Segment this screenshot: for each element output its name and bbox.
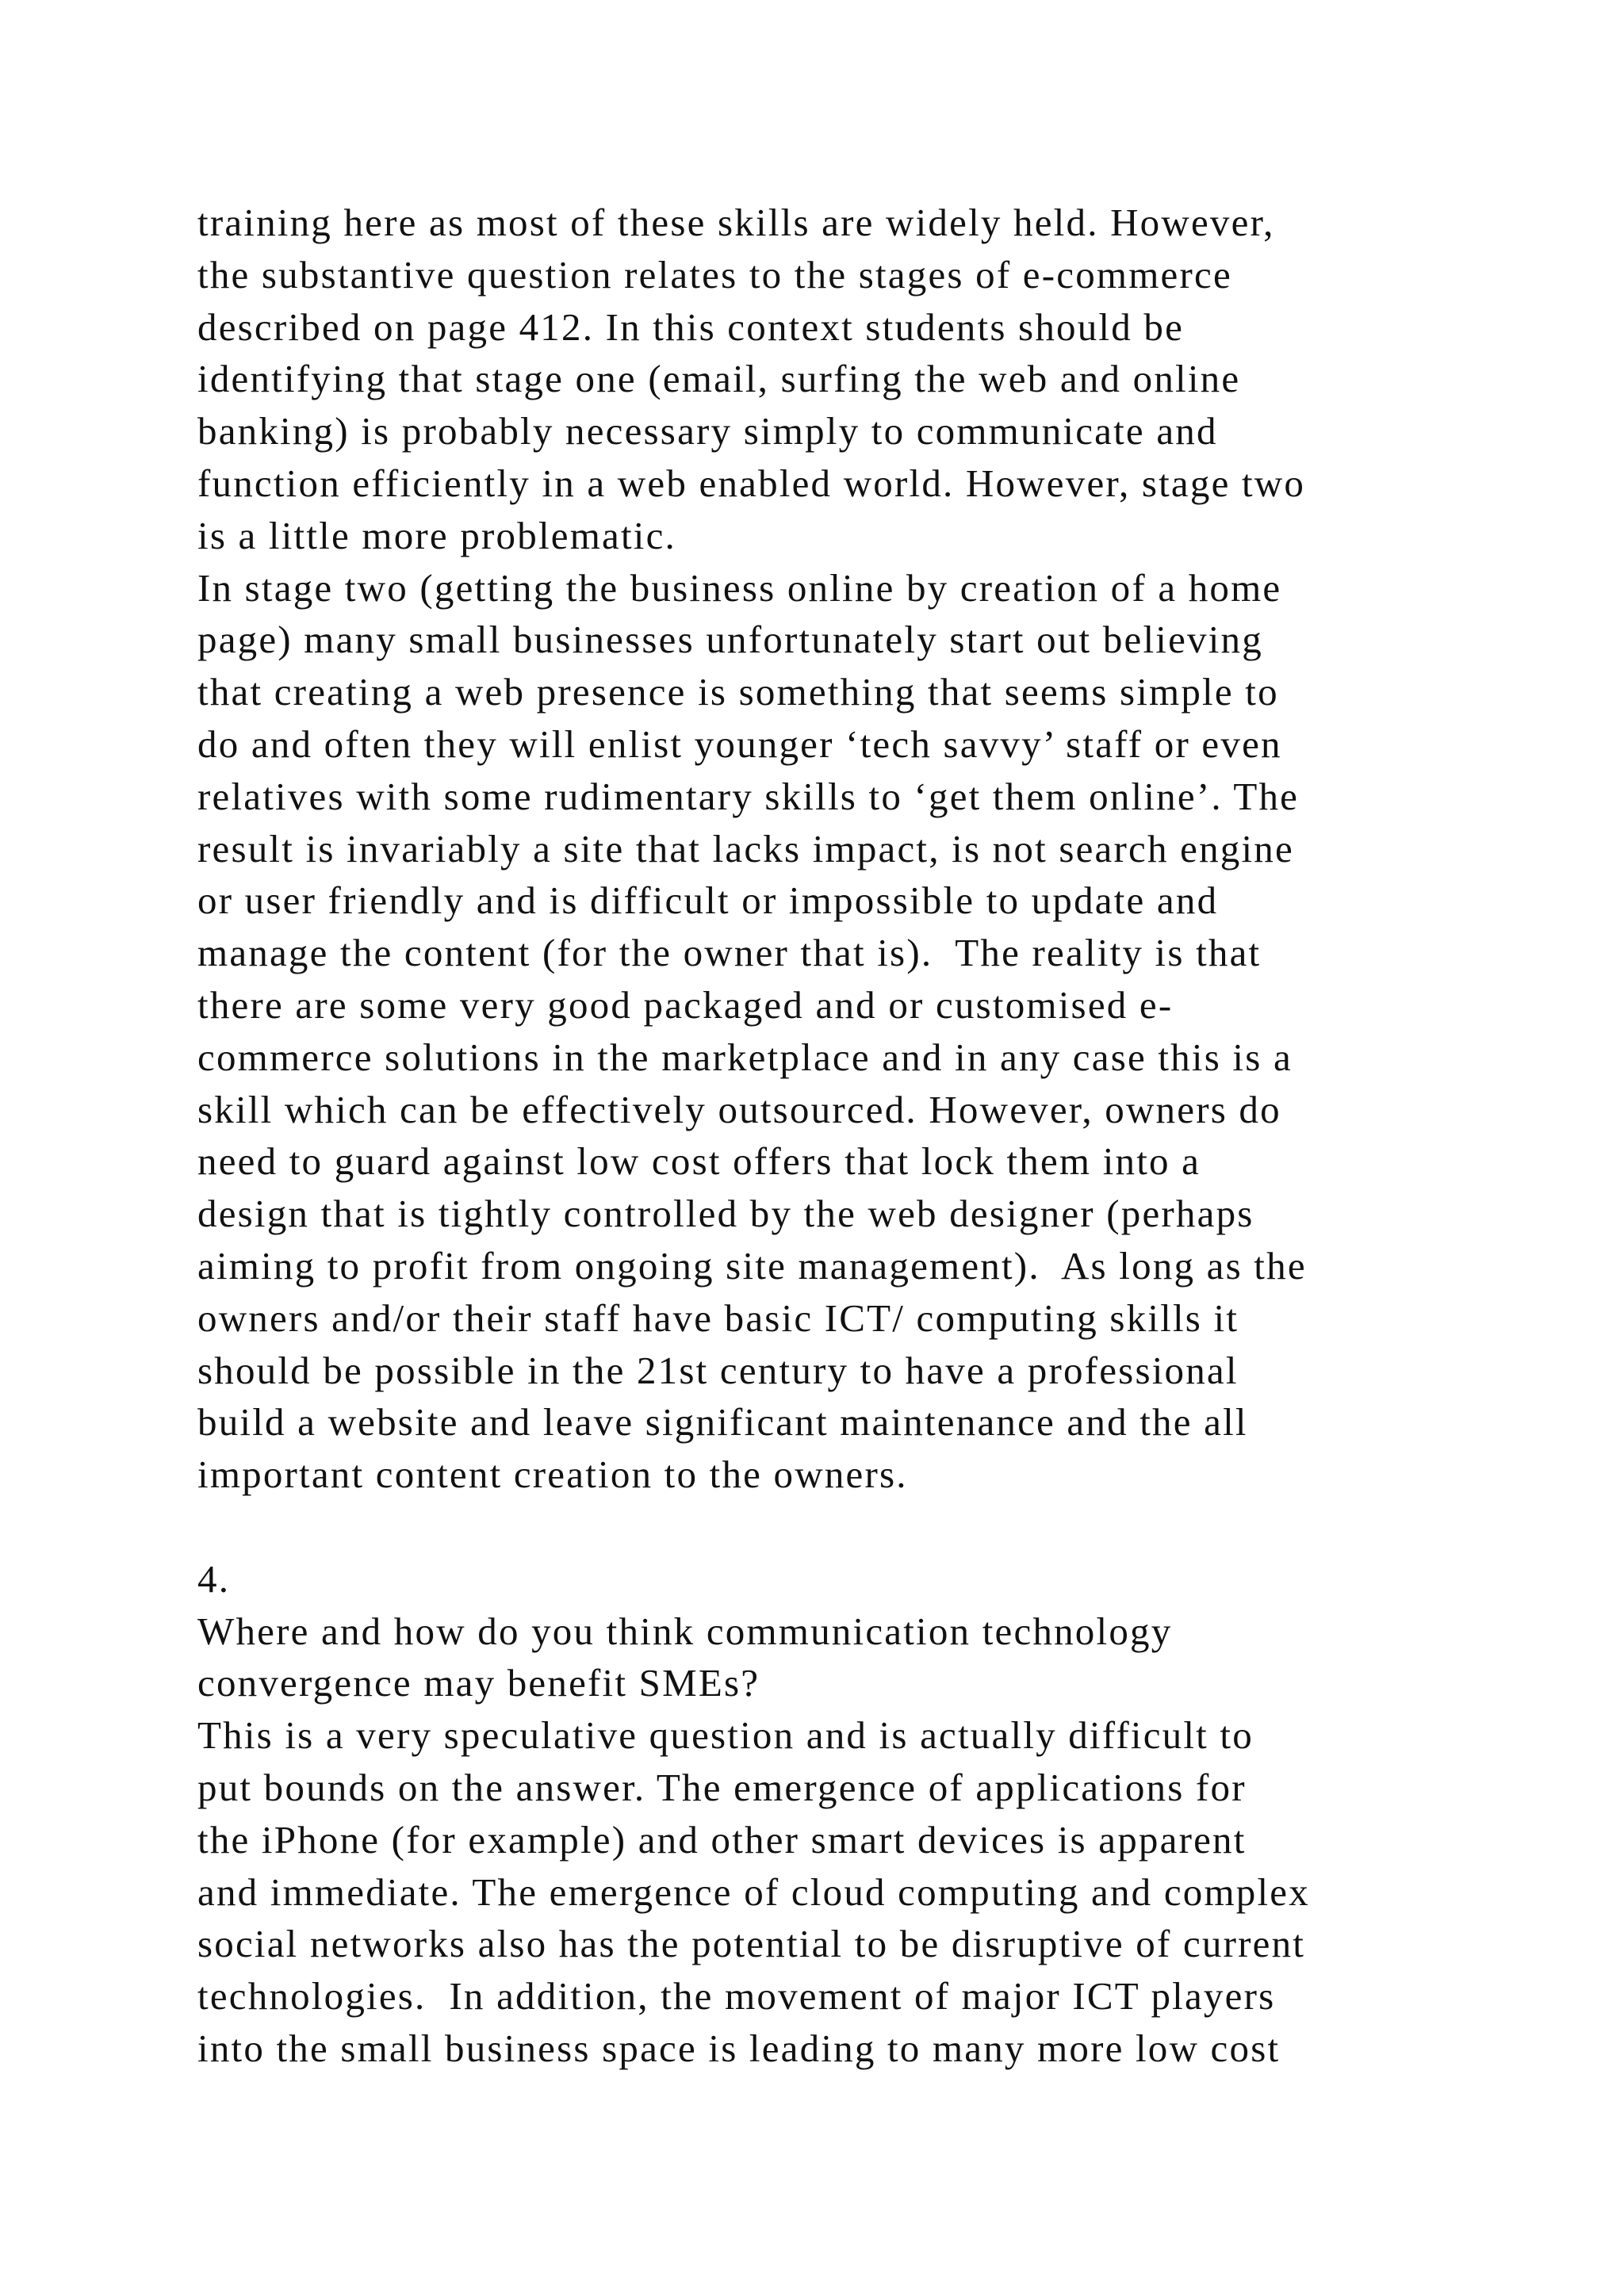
text-line: banking) is probably necessary simply to communicate and xyxy=(197,409,1218,453)
text-line: result is invariably a site that lacks impact, is not search engine xyxy=(197,826,1294,871)
text-line: relatives with some rudimentary skills to ‘get them online’. The xyxy=(197,774,1300,818)
text-line: the iPhone (for example) and other smart devices is apparent xyxy=(197,1817,1247,1862)
text-line: need to guard against low cost offers that lock them into a xyxy=(197,1139,1201,1184)
text-line: do and often they will enlist younger ‘tech savvy’ staff or even xyxy=(197,721,1282,766)
text-line: is a little more problematic. xyxy=(197,513,676,557)
text-line: the substantive question relates to the stages of e-commerce xyxy=(197,252,1232,297)
text-line: that creating a web presence is something that seems simple to xyxy=(197,670,1279,714)
text-line: skill which can be effectively outsourced. However, owners do xyxy=(197,1087,1281,1131)
body-text xyxy=(197,197,1545,2075)
text-line: training here as most of these skills are widely held. However, xyxy=(197,201,1275,244)
blank-line xyxy=(197,1501,1545,1553)
text-line: owners and/or their staff have basic ICT/ computing skills it xyxy=(197,1295,1239,1340)
text-line: page) many small businesses unfortunately start out believing xyxy=(197,618,1263,662)
text-line: or user friendly and is difficult or impossible to update and xyxy=(197,878,1219,923)
text-line: manage the content (for the owner that is). The reality is that xyxy=(197,931,1262,975)
text-line: aiming to profit from ongoing site management). As long as the xyxy=(197,1243,1307,1288)
text-line: into the small business space is leading to many more low cost xyxy=(197,2026,1281,2070)
text-line: put bounds on the answer. The emergence of applications for xyxy=(197,1765,1247,1809)
text-line: function efficiently in a web enabled world. However, stage two xyxy=(197,461,1306,505)
text-line: In stage two (getting the business online by creation of a home xyxy=(197,565,1282,610)
text-line: identifying that stage one (email, surfing the web and online xyxy=(197,357,1241,401)
question-text: Where and how do you think communication technology xyxy=(197,1609,1173,1653)
text-line: there are some very good packaged and or customised e- xyxy=(197,982,1174,1027)
text-line: commerce solutions in the marketplace and in any case this is a xyxy=(197,1035,1293,1079)
text-line: design that is tightly controlled by the web designer (perhaps xyxy=(197,1192,1254,1236)
question-text: convergence may benefit SMEs? xyxy=(197,1661,760,1705)
text-line: should be possible in the 21st century to have a professional xyxy=(197,1348,1239,1392)
text-line: important content creation to the owners. xyxy=(197,1452,908,1497)
text-line: described on page 412. In this context students should be xyxy=(197,304,1185,349)
text-line: social networks also has the potential to be disruptive of current xyxy=(197,1922,1306,1966)
text-line: and immediate. The emergence of cloud computing and complex xyxy=(197,1869,1310,1914)
question-number: 4. xyxy=(197,1556,231,1601)
text-line: This is a very speculative question and is actually difficult to xyxy=(197,1713,1254,1758)
text-line: technologies. In addition, the movement of major ICT players xyxy=(197,1974,1276,2019)
text-line: build a website and leave significant maintenance and the all xyxy=(197,1400,1248,1445)
